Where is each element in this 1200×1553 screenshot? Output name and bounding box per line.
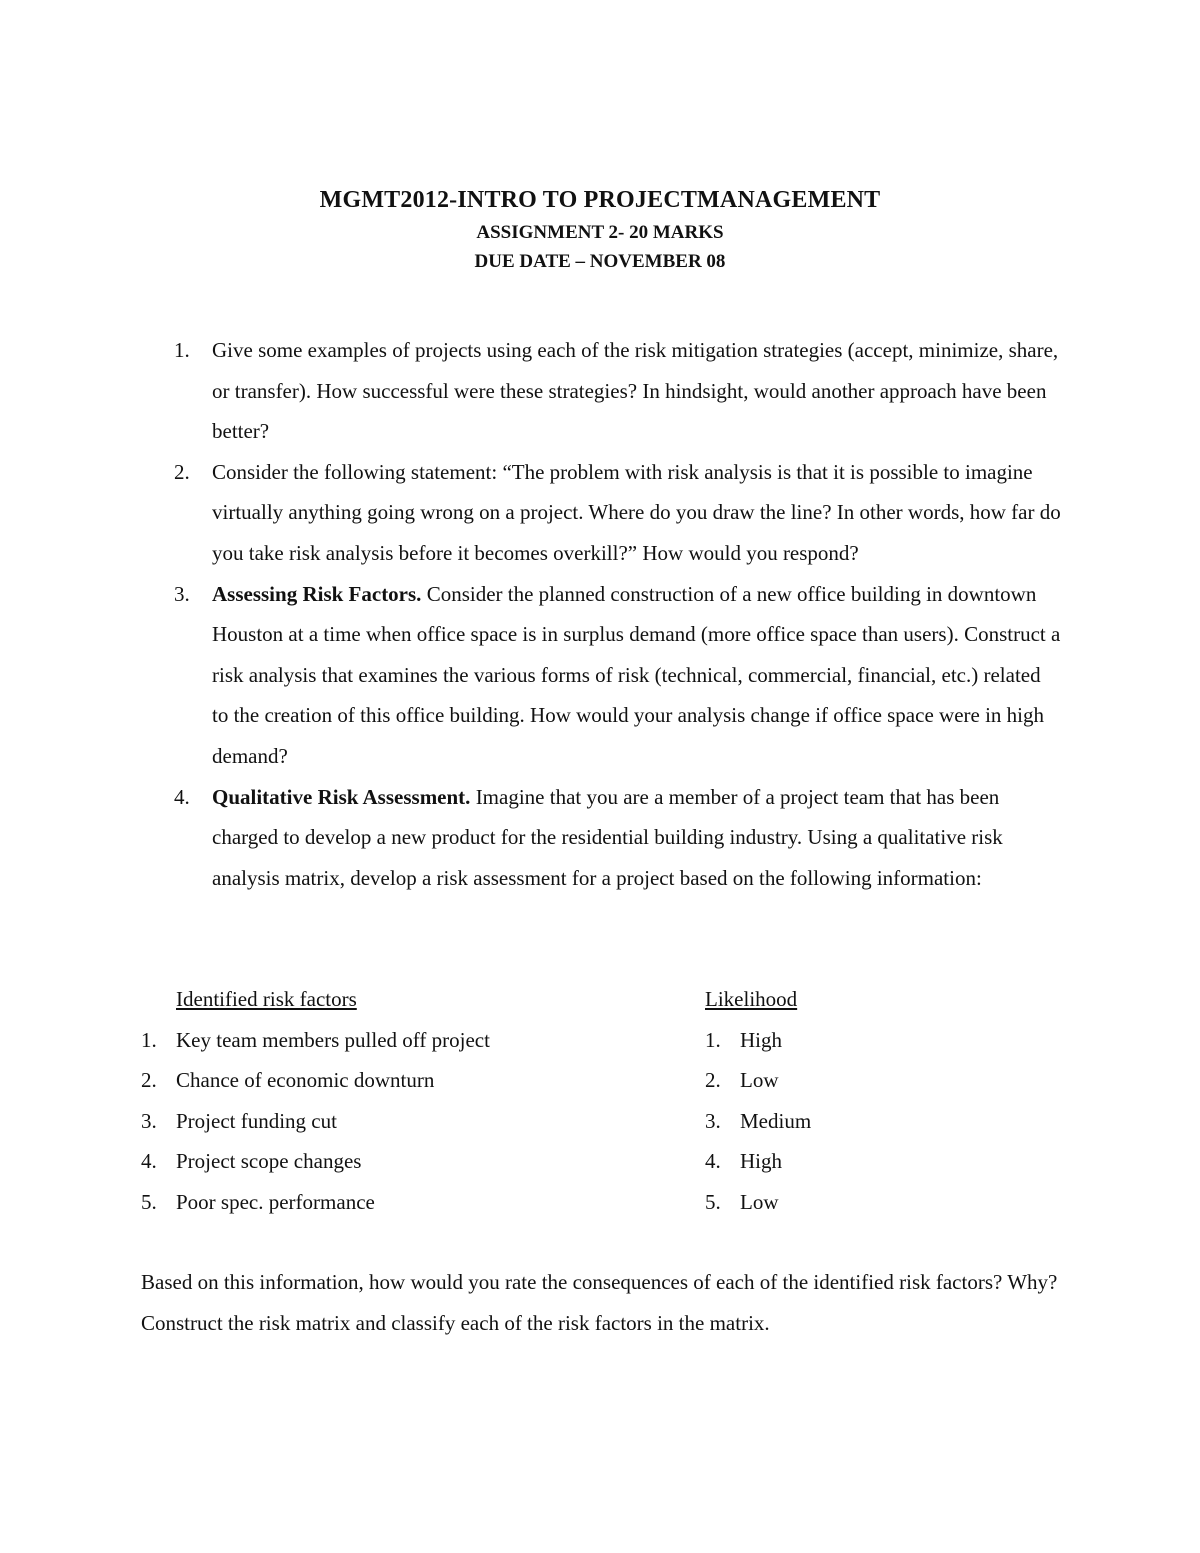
table-row: [0, 1141, 1200, 1182]
factor-column-header: Identified risk factors: [176, 987, 357, 1011]
table-row: [0, 1020, 1200, 1061]
risk-factor: Poor spec. performance: [176, 1189, 375, 1214]
table-row: [0, 1101, 1200, 1142]
likelihood-number: 2.: [705, 1068, 721, 1093]
question-4: [174, 777, 1062, 899]
factor-number: 1.: [141, 1027, 157, 1052]
question-3: [174, 574, 1062, 777]
question-number: 2.: [174, 459, 190, 484]
closing-paragraph: Based on this information, how would you rate the consequences of each of the identified risk factors? Why? Construct the risk matrix and classify each of the risk factors in the matrix.: [141, 1270, 1058, 1335]
likelihood-value: High: [740, 1027, 782, 1052]
likelihood-number: 4.: [705, 1149, 721, 1174]
likelihood-number: 3.: [705, 1108, 721, 1133]
question-number: 1.: [174, 338, 190, 362]
due-date: DUE DATE – NOVEMBER 08: [474, 251, 726, 272]
likelihood-column-header: Likelihood: [705, 987, 798, 1011]
risk-factor: Key team members pulled off project: [176, 1027, 490, 1052]
question-bold-heading: Qualitative Risk Assessment.: [212, 784, 471, 809]
table-row: [0, 1182, 1200, 1223]
likelihood-value: High: [740, 1149, 782, 1174]
factor-number: 5.: [141, 1189, 157, 1214]
question-number: 3.: [174, 581, 190, 606]
question-1: [174, 330, 1062, 452]
likelihood-number: 5.: [705, 1189, 721, 1214]
table-row: [0, 1060, 1200, 1101]
likelihood-value: Medium: [740, 1108, 812, 1133]
risk-factor: Chance of economic downturn: [176, 1068, 435, 1093]
risk-factor: Project funding cut: [176, 1108, 337, 1133]
question-text: Imagine that you are a member of a project team that has been charged to develop a new product for the residential building industry. Using a qualitative risk analysis matrix, develop a risk assessment for a project based on the following information:: [212, 784, 1003, 890]
risk-factor: Project scope changes: [176, 1149, 362, 1174]
question-bold-heading: Assessing Risk Factors.: [212, 581, 422, 606]
likelihood-number: 1.: [705, 1027, 721, 1052]
course-title: MGMT2012-INTRO TO PROJECTMANAGEMENT: [319, 187, 881, 213]
likelihood-value: Low: [740, 1068, 779, 1093]
question-text: Consider the following statement: “The problem with risk analysis is that it is possible to imagine virtually anything going wrong on a project. Where do you draw the line? In other words, how far do you take risk analysis before it becomes overkill?” How would you respond?: [212, 459, 1061, 565]
document-header: [0, 182, 1200, 276]
question-text: Consider the planned construction of a new office building in downtown Houston at a time when office space is in surplus demand (more office space than users). Construct a risk analysis that examines the various forms of risk (technical, commercial, financial, etc.) related to the creation of this office building. How would your analysis change if office space were in high demand?: [212, 581, 1061, 768]
assignment-title: ASSIGNMENT 2- 20 MARKS: [476, 222, 724, 243]
factor-number: 2.: [141, 1068, 157, 1093]
risk-table-header: [0, 979, 1200, 1020]
question-list: [0, 330, 1200, 898]
question-2: [174, 452, 1062, 574]
question-text: Give some examples of projects using each of the risk mitigation strategies (accept, minimize, share, or transfer). How successful were these strategies? In hindsight, would another approach have been better?: [212, 338, 1059, 444]
likelihood-value: Low: [740, 1189, 779, 1214]
factor-number: 4.: [141, 1149, 157, 1174]
question-number: 4.: [174, 784, 190, 809]
factor-number: 3.: [141, 1108, 157, 1133]
risk-factor-table: [0, 979, 1200, 1223]
